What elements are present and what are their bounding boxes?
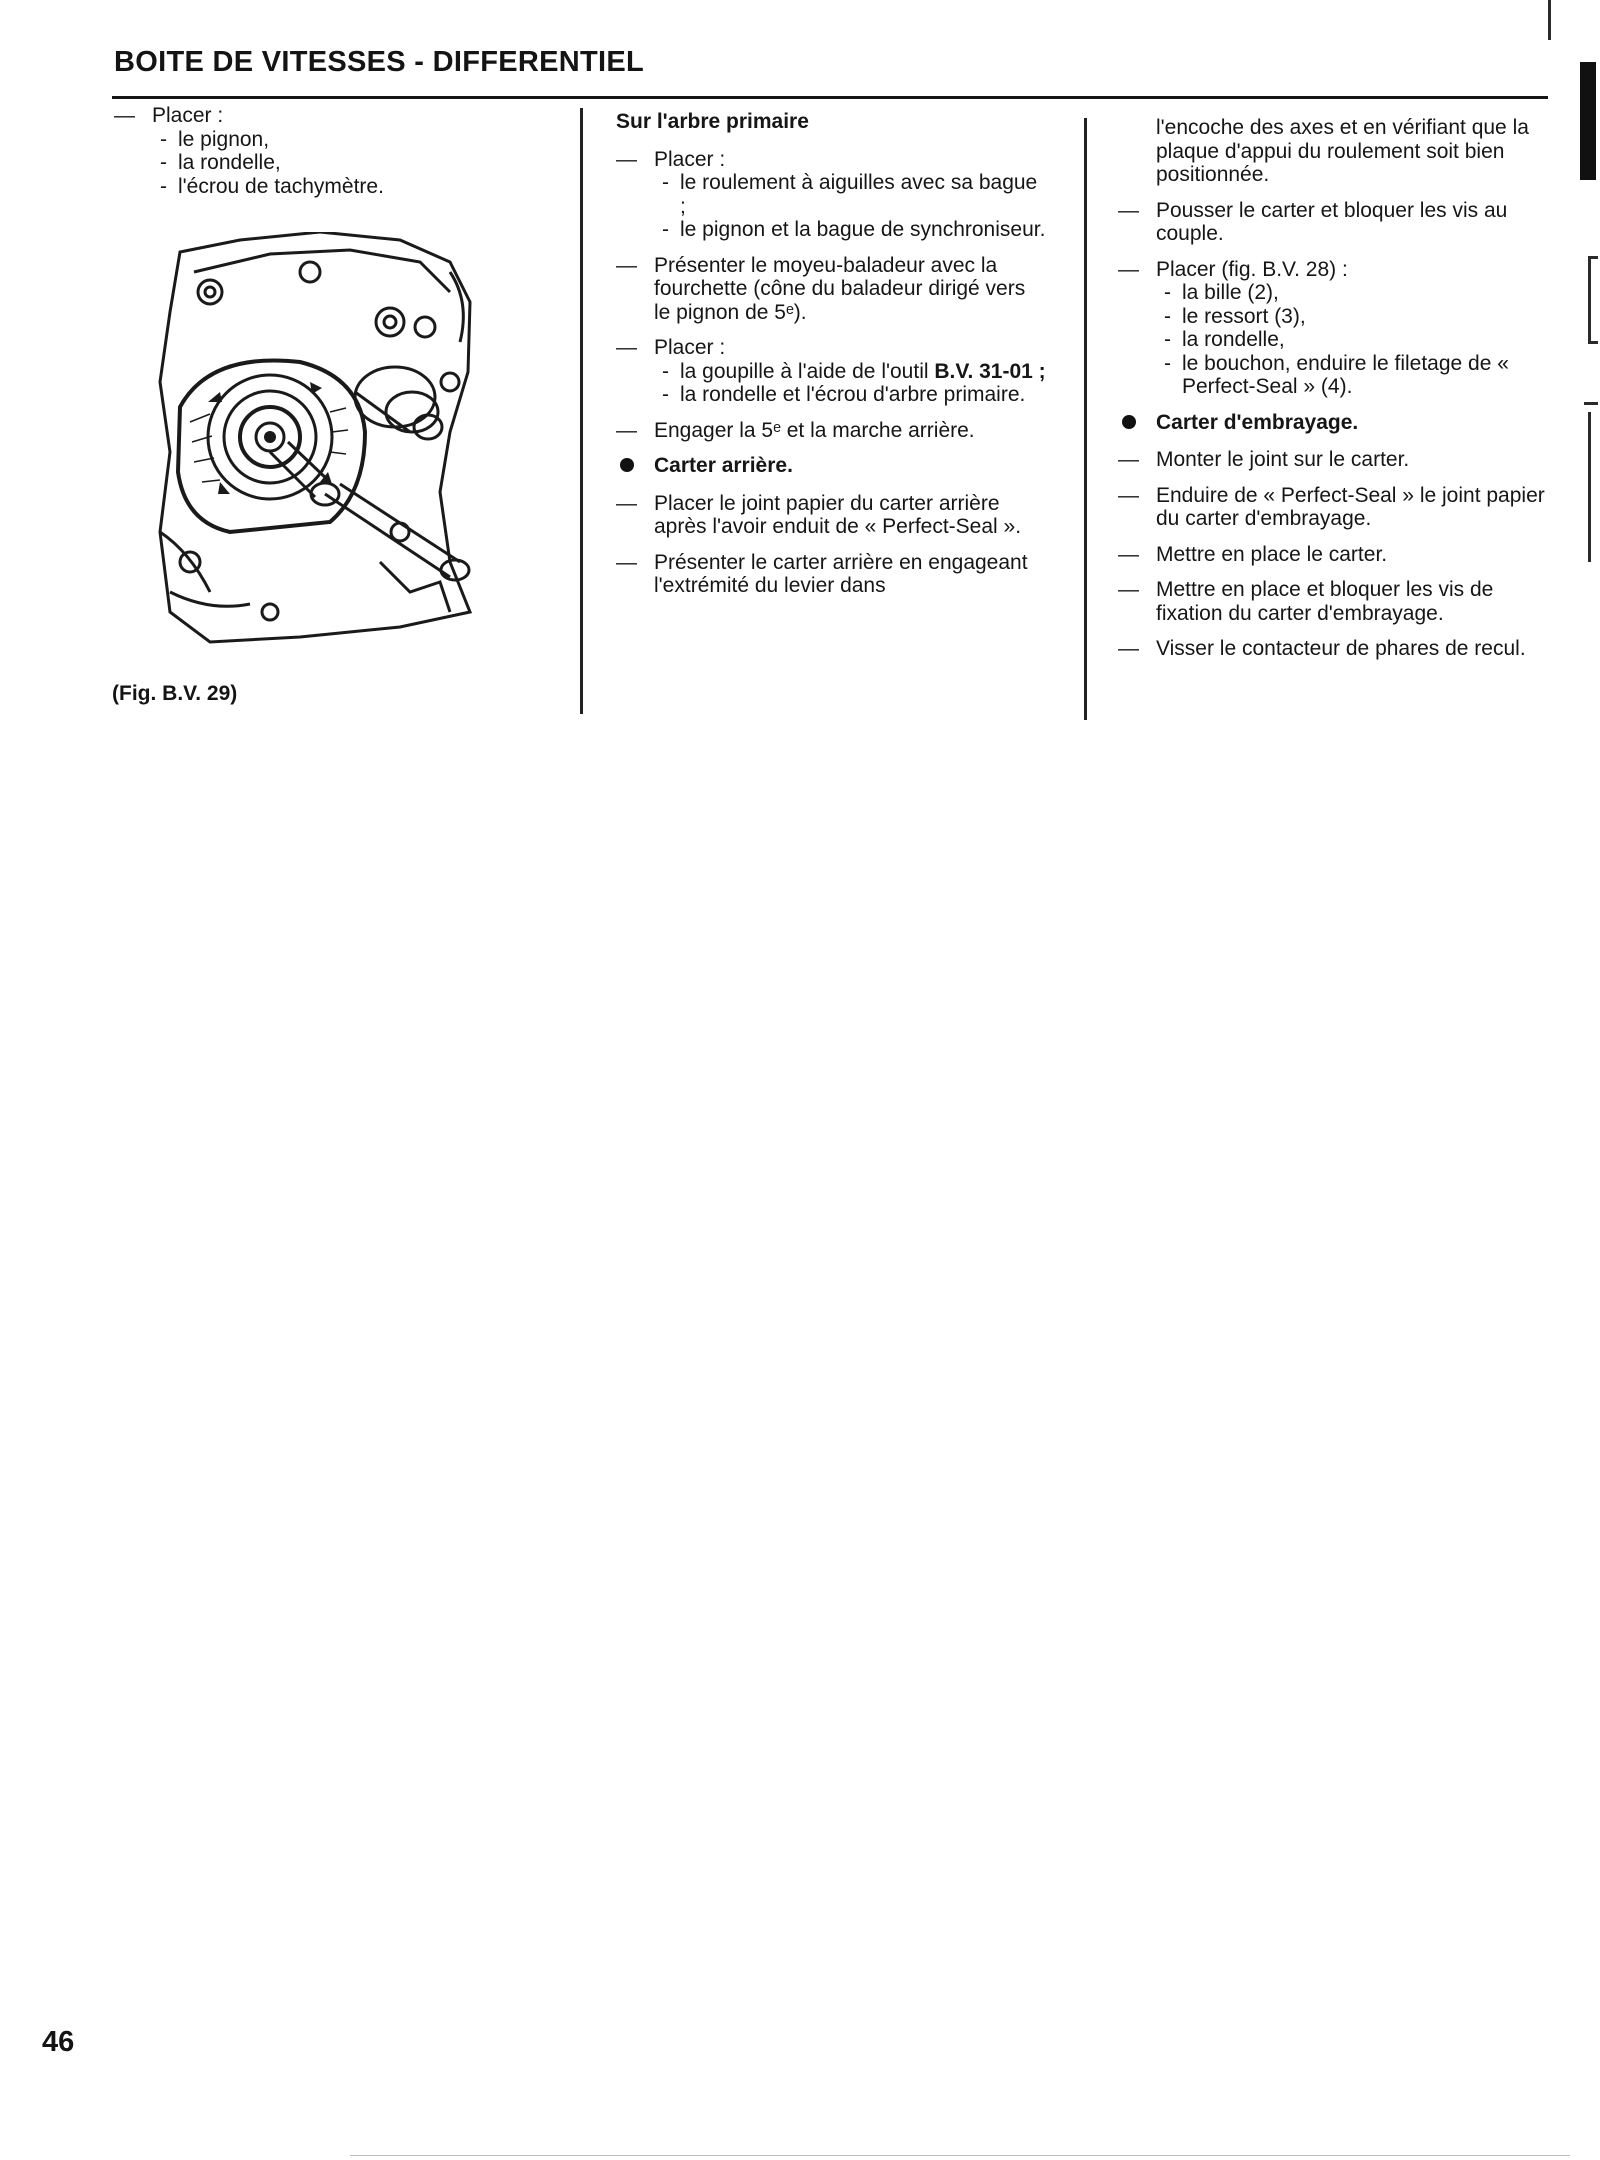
sub-item: - la rondelle et l'écrou d'arbre primaire. (662, 383, 1026, 406)
column-1 (114, 104, 554, 210)
bullet-dot-icon (1122, 415, 1136, 429)
instruction-item: — Visser le contacteur de phares de recul. (1118, 637, 1526, 660)
column-divider-1 (580, 108, 583, 714)
instruction-item: — Placer : - la goupille à l'aide de l'outil B.V. 31-01 ; - la rondelle et l'écrou d'arbre primaire. (616, 336, 1046, 406)
sub-list (654, 171, 1046, 242)
edge-mark-bracket-foot (1588, 341, 1598, 344)
sub-item: - l'écrou de tachymètre. (160, 174, 384, 198)
edge-mark-bracket-cap (1588, 256, 1598, 259)
sub-item: - la rondelle, (1164, 328, 1285, 351)
instruction-item: — Engager la 5ᵉ et la marche arrière. (616, 418, 975, 442)
instruction-item: — Présenter le moyeu-baladeur avec la fourchette (cône du baladeur dirigé vers le pignon de 5ᵉ). (616, 253, 1026, 324)
sub-list (152, 128, 554, 199)
edge-mark-top (1548, 0, 1551, 40)
section-heading: Carter arrière. (616, 454, 1046, 478)
bottom-rule (350, 2155, 1570, 2156)
instruction-item: — Placer : - le pignon, - la rondelle, - l'écrou de tachymètre. (114, 104, 554, 198)
instruction-item: — Placer le joint papier du carter arrière après l'avoir enduit de « Perfect-Seal ». (616, 491, 1022, 538)
bullet-dot-icon (620, 458, 634, 472)
edge-mark-long (1588, 412, 1591, 562)
instruction-item: — Pousser le carter et bloquer les vis au couple. (1118, 198, 1508, 245)
instruction-item: — Mettre en place le carter. (1118, 542, 1388, 566)
instruction-item: — Présenter le carter arrière en engageant l'extrémité du levier dans (616, 550, 1028, 597)
sub-item: - le roulement à aiguilles avec sa bague ; (662, 171, 1038, 218)
column-divider-2 (1084, 118, 1087, 720)
figure-caption: (Fig. B.V. 29) (112, 682, 238, 705)
sub-item: - la bille (2), (1164, 281, 1279, 304)
page-title: BOITE DE VITESSES - DIFFERENTIEL (114, 46, 645, 78)
edge-mark-bracket (1588, 256, 1591, 344)
sub-item: - le pignon, (160, 127, 270, 151)
figure-gearbox-illustration (150, 232, 488, 650)
tool-reference: B.V. 31-01 ; (934, 359, 1046, 383)
sub-list (1156, 281, 1550, 399)
thumb-index-tab (1580, 62, 1596, 180)
gearbox-illustration-icon (150, 232, 488, 650)
section-heading: Sur l'arbre primaire (616, 110, 809, 133)
sub-item: - le bouchon, enduire le filetage de « Perfect-Seal » (4). (1164, 351, 1509, 398)
section-heading: Carter d'embrayage. (1118, 411, 1550, 435)
instruction-item: — Monter le joint sur le carter. (1118, 448, 1410, 471)
edge-mark-short (1584, 402, 1598, 405)
continued-text: l'encoche des axes et en vérifiant que la plaque d'appui du roulement soit bien positionnée. (1156, 116, 1529, 186)
instruction-item: — Placer : - le roulement à aiguilles avec sa bague ; - le pignon et la bague de synchroniseur. (616, 147, 1046, 241)
instruction-item: — Mettre en place et bloquer les vis de fixation du carter d'embrayage. (1118, 578, 1494, 625)
column-2 (616, 108, 1046, 610)
page-number: 46 (42, 2026, 75, 2058)
instruction-item: — Enduire de « Perfect-Seal » le joint papier du carter d'embrayage. (1118, 483, 1545, 530)
title-rule (112, 96, 1548, 99)
sub-item: - la rondelle, (160, 151, 281, 174)
sub-item: - la goupille à l'aide de l'outil B.V. 31-01 ; (662, 359, 1046, 383)
column-3 (1118, 116, 1550, 673)
sub-item: - le ressort (3), (1164, 304, 1306, 328)
sub-list (654, 360, 1046, 407)
sub-item: - le pignon et la bague de synchroniseur. (662, 218, 1046, 241)
instruction-item: — Placer (fig. B.V. 28) : - la bille (2), - le ressort (3), - la rondelle, - le bouchon, enduire le filetage de « Perfect-Seal » (4). (1118, 258, 1550, 399)
